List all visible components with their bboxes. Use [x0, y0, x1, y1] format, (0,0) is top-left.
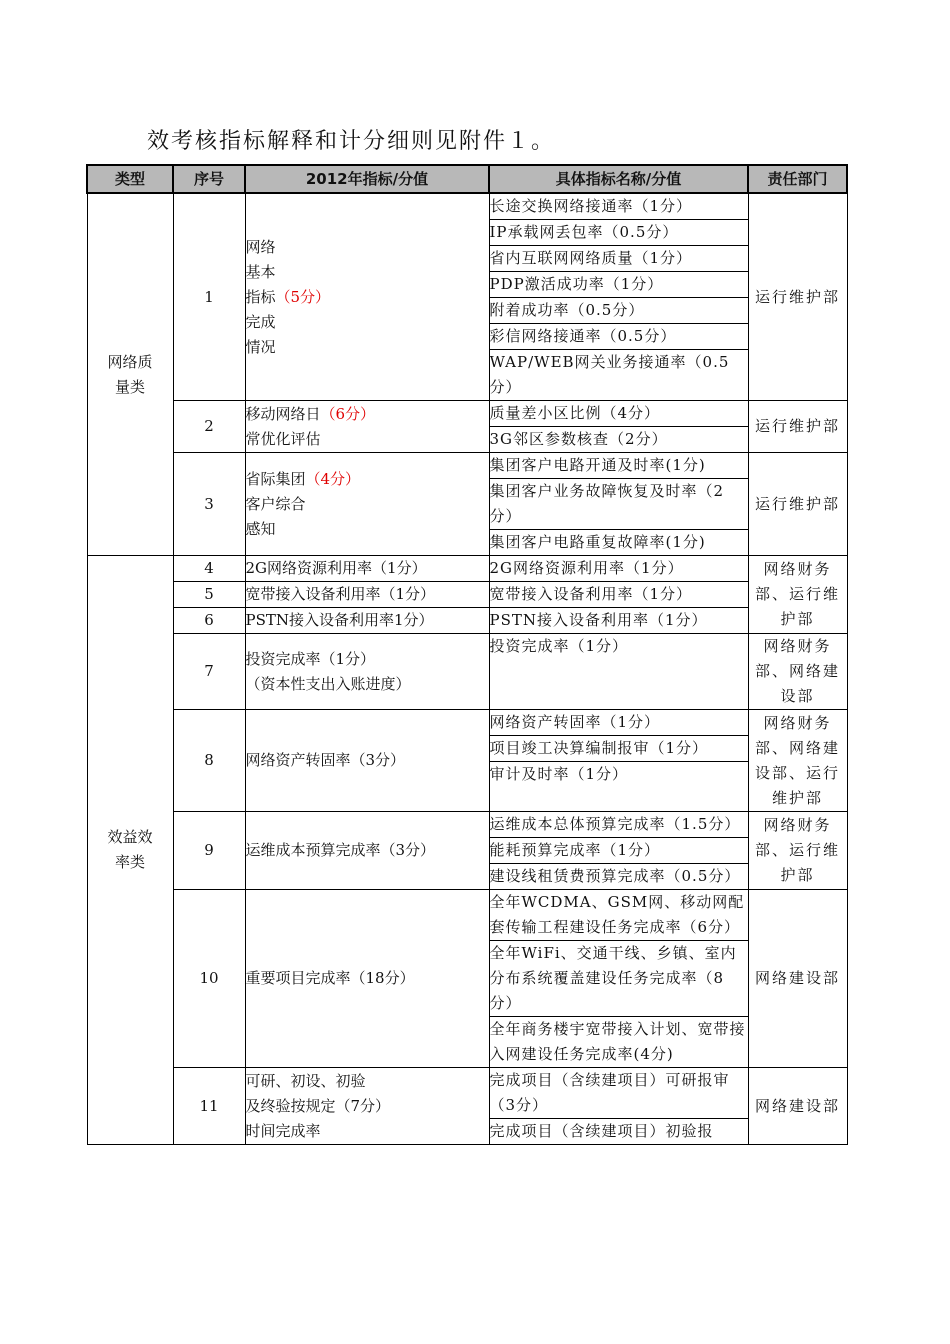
spec-cell: 投资完成率（1分） [489, 634, 748, 710]
indicator-cell: 可研、初设、初验 及终验按规定（7分） 时间完成率 [245, 1068, 489, 1145]
spec-cell: 附着成功率（0.5分） [489, 298, 748, 324]
header-spec: 具体指标名称/分值 [489, 165, 748, 193]
dept-cell: 网络财务部、网络建设部、运行维护部 [748, 710, 847, 812]
spec-cell: 质量差小区比例（4分） [489, 401, 748, 427]
spec-cell: PDP激活成功率（1分） [489, 272, 748, 298]
row-num: 7 [173, 634, 245, 710]
type-cell [87, 193, 173, 556]
kpi-table [86, 164, 848, 1145]
spec-cell: 网络资产转固率（1分） [489, 710, 748, 736]
spec-cell: 全年WCDMA、GSM网、移动网配套传输工程建设任务完成率（6分） [489, 890, 748, 941]
row-num: 2 [173, 401, 245, 453]
table-row [87, 812, 847, 838]
indicator-text: 客户综合 感知 [245, 494, 306, 538]
indicator-cell: 宽带接入设备利用率（1分） [245, 582, 489, 608]
spec-cell: 能耗预算完成率（1分） [489, 838, 748, 864]
indicator-text: 常优化评估 [245, 429, 321, 448]
indicator-cell: 网络资产转固率（3分） [245, 710, 489, 812]
spec-cell: 宽带接入设备利用率（1分） [489, 582, 748, 608]
indicator-score: （5分） [275, 287, 331, 306]
table-row [87, 634, 847, 710]
row-num: 11 [173, 1068, 245, 1145]
spec-cell: 完成项目（含续建项目）可研报审（3分） [489, 1068, 748, 1119]
row-num: 8 [173, 710, 245, 812]
table-row [87, 582, 847, 608]
type-label: 效益效 率类 [107, 828, 153, 871]
indicator-cell: PSTN接入设备利用率1分） [245, 608, 489, 634]
spec-cell: 运维成本总体预算完成率（1.5分） [489, 812, 748, 838]
indicator-text: 网络 基本 指标 [245, 237, 276, 306]
dept-cell: 网络财务部、网络建设部 [748, 634, 847, 710]
table-row [87, 193, 847, 220]
spec-cell: 2G网络资源利用率（1分） [489, 556, 748, 582]
indicator-cell [245, 193, 489, 401]
dept-cell: 运行维护部 [748, 453, 847, 556]
indicator-cell: 运维成本预算完成率（3分） [245, 812, 489, 890]
spec-cell: 项目竣工决算编制报审（1分） [489, 736, 748, 762]
dept-cell: 网络建设部 [748, 890, 847, 1068]
header-indicator: 2012年指标/分值 [245, 165, 489, 193]
dept-cell: 运行维护部 [748, 401, 847, 453]
indicator-score: （4分） [305, 469, 361, 488]
row-num: 5 [173, 582, 245, 608]
dept-cell: 网络财务部、运行维护部 [748, 812, 847, 890]
spec-cell: IP承载网丢包率（0.5分） [489, 220, 748, 246]
header-type: 类型 [87, 165, 173, 193]
spec-cell: 集团客户电路重复故障率(1分) [489, 530, 748, 556]
spec-cell: 审计及时率（1分） [489, 762, 748, 812]
indicator-cell [245, 453, 489, 556]
table-row [87, 453, 847, 479]
indicator-cell: 2G网络资源利用率（1分） [245, 556, 489, 582]
row-num: 9 [173, 812, 245, 890]
spec-cell: 3G邻区参数核查（2分） [489, 427, 748, 453]
spec-cell: 彩信网络接通率（0.5分） [489, 324, 748, 350]
row-num: 4 [173, 556, 245, 582]
header-dept: 责任部门 [748, 165, 847, 193]
spec-cell: 集团客户电路开通及时率(1分) [489, 453, 748, 479]
dept-cell: 运行维护部 [748, 193, 847, 401]
spec-cell: PSTN接入设备利用率（1分） [489, 608, 748, 634]
table-row [87, 1068, 847, 1119]
row-num: 10 [173, 890, 245, 1068]
intro-text: 效考核指标解释和计分细则见附件１。 [147, 129, 556, 154]
table-row [87, 608, 847, 634]
table-row [87, 890, 847, 941]
row-num: 3 [173, 453, 245, 556]
type-label: 网络质 量类 [107, 352, 153, 396]
header-num: 序号 [173, 165, 245, 193]
dept-cell: 网络建设部 [748, 1068, 847, 1145]
dept-cell: 网络财务部、运行维护部 [748, 556, 847, 634]
table-row [87, 401, 847, 427]
spec-cell: 全年商务楼宇宽带接入计划、宽带接入网建设任务完成率(4分) [489, 1017, 748, 1068]
spec-cell: 全年WiFi、交通干线、乡镇、室内分布系统覆盖建设任务完成率（8分） [489, 941, 748, 1017]
spec-cell: WAP/WEB网关业务接通率（0.5分） [489, 350, 748, 401]
spec-cell: 建设线租赁费预算完成率（0.5分） [489, 864, 748, 890]
spec-cell: 集团客户业务故障恢复及时率（2分） [489, 479, 748, 530]
table-row [87, 556, 847, 582]
indicator-text: 省际集团 [245, 469, 306, 488]
indicator-text: 移动网络日 [245, 404, 321, 423]
type-cell [87, 556, 173, 1145]
indicator-cell: 重要项目完成率（18分） [245, 890, 489, 1068]
indicator-cell: 投资完成率（1分） （资本性支出入账进度） [245, 634, 489, 710]
indicator-text: 完成 情况 [245, 312, 276, 356]
table-row [87, 710, 847, 736]
row-num: 1 [173, 193, 245, 401]
spec-cell: 省内互联网网络质量（1分） [489, 246, 748, 272]
spec-cell: 长途交换网络接通率（1分） [489, 193, 748, 220]
spec-cell: 完成项目（含续建项目）初验报 [489, 1119, 748, 1145]
indicator-cell [245, 401, 489, 453]
row-num: 6 [173, 608, 245, 634]
table-header-row [87, 165, 847, 193]
indicator-score: （6分） [320, 404, 376, 423]
